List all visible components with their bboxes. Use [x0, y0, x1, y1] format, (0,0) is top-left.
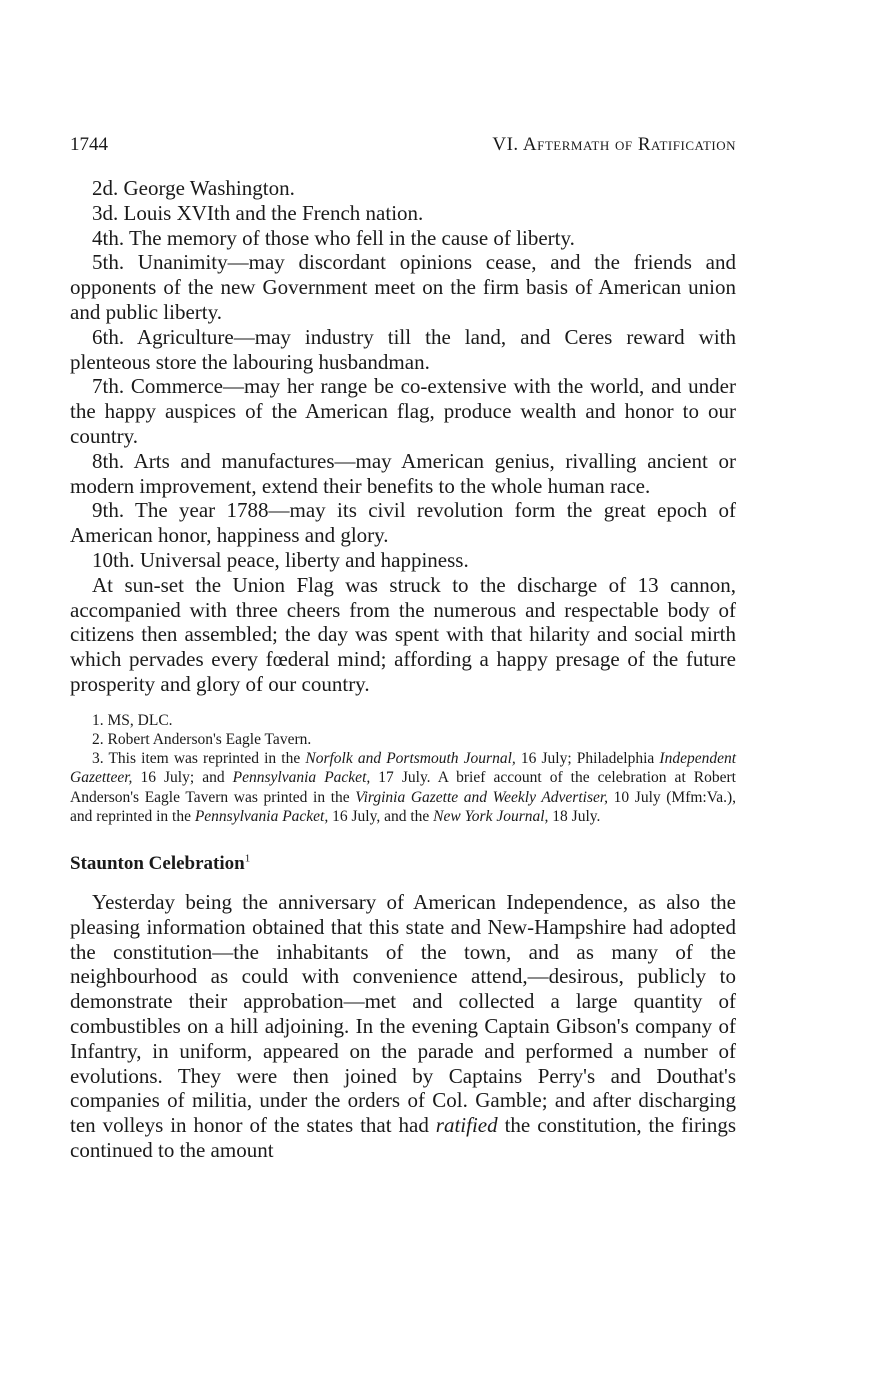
running-title: VI. Aftermath of Ratification [492, 134, 736, 155]
toast-item: 10th. Universal peace, liberty and happiness. [92, 547, 469, 572]
section-heading: Staunton Celebration$^1$ [70, 852, 251, 874]
toast-item: 2d. George Washington. [92, 176, 295, 200]
toast-item: 3d. Louis XVIth and the French nation. [92, 200, 424, 225]
toast-item: 6th. Agriculture—may industry till the land, and Ceres reward with plenteous store the labouring husbandman. [70, 324, 736, 374]
footnote-3: 3. This item was reprinted in the Norfolk and Portsmouth Journal, 16 July; Philadelphia Independent Gazetteer, 16 July; and Pennsylvania Packet, 17 July. A brief account of the celebration at Robert Anderson's Eagle Tavern was printed in the Virginia Gazette and Weekly Advertiser, 10 July (Mfm:Va.), and reprinted in the Pennsylvania Packet, 16 July, and the New York Journal, 18 July. [70, 750, 737, 825]
toast-item: 5th. Unanimity—may discordant opinions cease, and the friends and opponents of the new Government meet on the firm basis of American union and public liberty. [70, 250, 736, 324]
footnote-1: 1. MS, DLC. [92, 711, 173, 729]
footnote-2: 2. Robert Anderson's Eagle Tavern. [92, 730, 312, 748]
document-page [70, 130, 736, 1163]
toast-item: 8th. Arts and manufactures—may American genius, rivalling ancient or modern improvement, extend their benefits to the whole human race. [70, 448, 736, 498]
body-paragraph: Yesterday being the anniversary of American Independence, as also the pleasing information obtained that this state and New-Hampshire had adopted the constitution—the inhabitants of the town, and as many of the neighbourhood as could with convenience attend,—desirous, publicly to demonstrate their approbation—met and collected a large quantity of combustibles on a hill adjoining. In the evening Captain Gibson's company of Infantry, in uniform, appeared on the parade and performed a number of evolutions. They were then joined by Captains Perry's and Douthat's companies of militia, under the orders of Col. Gamble; and after discharging ten volleys in honor of the states that had ratified the constitution, the firings continued to the amount [70, 889, 736, 1162]
toast-item: 7th. Commerce—may her range be co-extensive with the world, and under the happy auspices of the American flag, produce wealth and honor to our country. [70, 374, 736, 448]
running-head [70, 130, 736, 160]
footnotes [70, 711, 736, 826]
toast-list [70, 176, 736, 573]
toast-item: 4th. The memory of those who fell in the cause of liberty. [92, 225, 575, 250]
page-number: 1744 [70, 134, 108, 155]
toast-item: 9th. The year 1788—may its civil revolution form the great epoch of American honor, happiness and glory. [70, 498, 736, 548]
heading-note-marker: 1 [244, 852, 251, 865]
closing-paragraph: At sun-set the Union Flag was struck to the discharge of 13 cannon, accompanied with three cheers from the numerous and respectable body of citizens then assembled; the day was spent with that hilarity and social mirth which pervades every fœderal mind; affording a happy presage of the future prosperity and glory of our country. [70, 572, 736, 696]
